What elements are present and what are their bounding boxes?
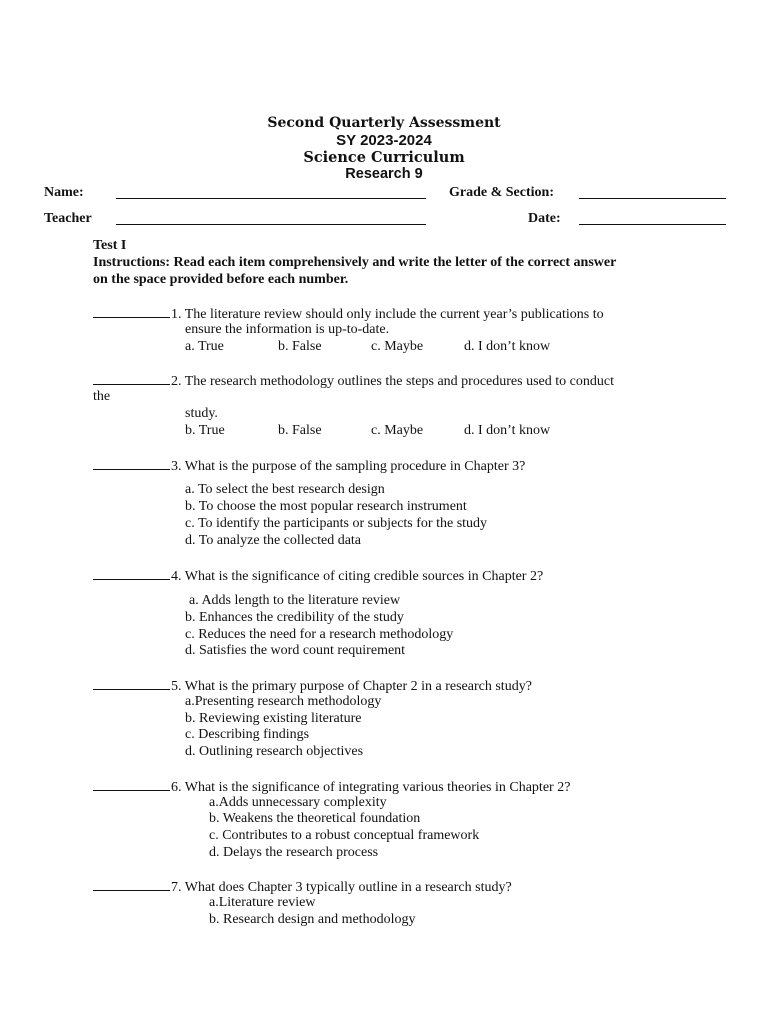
question-7-option-a: a.Literature review bbox=[209, 895, 316, 910]
question-number: 3. bbox=[171, 459, 182, 474]
answer-blank[interactable] bbox=[93, 777, 170, 791]
name-label: Name: bbox=[44, 185, 84, 200]
answer-blank[interactable] bbox=[93, 877, 170, 891]
option-b: b. False bbox=[278, 339, 322, 354]
question-6-option-c: c. Contributes to a robust conceptual framework bbox=[209, 828, 480, 843]
subject-title: Research 9 bbox=[345, 166, 423, 182]
option-a: b. True bbox=[185, 423, 225, 438]
answer-blank[interactable] bbox=[93, 304, 170, 318]
assessment-title: Second Quarterly Assessment bbox=[267, 115, 501, 131]
question-6-option-b: b. Weakens the theoretical foundation bbox=[209, 811, 421, 826]
question-4-option-c: c. Reduces the need for a research methodology bbox=[185, 627, 454, 642]
question-6-option-a: a.Adds unnecessary complexity bbox=[209, 795, 387, 810]
question-1-line-2: ensure the information is up-to-date. bbox=[185, 322, 390, 337]
question-number: 2. bbox=[171, 374, 182, 389]
name-line[interactable] bbox=[116, 198, 426, 199]
question-7-option-b: b. Research design and methodology bbox=[209, 912, 416, 927]
curriculum-title: Science Curriculum bbox=[303, 149, 465, 166]
teacher-line[interactable] bbox=[116, 224, 426, 225]
question-5-option-a: a.Presenting research methodology bbox=[185, 694, 382, 709]
question-2 bbox=[93, 371, 675, 390]
question-3-option-b: b. To choose the most popular research instrument bbox=[185, 499, 467, 514]
question-2-wrap: the bbox=[93, 389, 111, 404]
option-d: d. I don’t know bbox=[464, 339, 551, 354]
question-number: 4. bbox=[171, 569, 182, 584]
question-3-option-d: d. To analyze the collected data bbox=[185, 533, 362, 548]
question-5-option-b: b. Reviewing existing literature bbox=[185, 711, 362, 726]
test-heading: Test I bbox=[93, 238, 127, 253]
question-number: 5. bbox=[171, 679, 182, 694]
question-text: What is the purpose of the sampling procedure in Chapter 3? bbox=[184, 459, 526, 474]
date-line[interactable] bbox=[579, 224, 726, 225]
question-3 bbox=[93, 456, 525, 475]
question-number: 6. bbox=[171, 780, 182, 795]
question-2-line-2: study. bbox=[185, 406, 218, 421]
option-d: d. I don’t know bbox=[464, 423, 551, 438]
question-5-option-c: c. Describing findings bbox=[185, 727, 310, 742]
grade-section-label: Grade & Section: bbox=[449, 185, 554, 200]
question-3-option-a: a. To select the best research design bbox=[185, 482, 385, 497]
instructions-line-2: on the space provided before each number. bbox=[93, 272, 349, 287]
date-label: Date: bbox=[528, 211, 561, 226]
instructions-line-1: Instructions: Read each item comprehensively and write the letter of the correct answer bbox=[93, 255, 617, 270]
question-4 bbox=[93, 566, 543, 585]
question-number: 1. bbox=[171, 307, 182, 322]
answer-blank[interactable] bbox=[93, 676, 170, 690]
question-6-option-d: d. Delays the research process bbox=[209, 845, 379, 860]
question-text: What does Chapter 3 typically outline in a research study? bbox=[184, 880, 512, 895]
answer-blank[interactable] bbox=[93, 456, 170, 470]
grade-section-line[interactable] bbox=[579, 198, 726, 199]
question-text: What is the primary purpose of Chapter 2 in a research study? bbox=[184, 679, 532, 694]
question-number: 7. bbox=[171, 880, 182, 895]
title-block bbox=[0, 115, 768, 183]
teacher-label: Teacher bbox=[44, 211, 92, 226]
option-c: c. Maybe bbox=[371, 339, 424, 354]
question-text: What is the significance of integrating various theories in Chapter 2? bbox=[184, 780, 571, 795]
question-text: What is the significance of citing credible sources in Chapter 2? bbox=[184, 569, 544, 584]
option-b: b. False bbox=[278, 423, 322, 438]
answer-blank[interactable] bbox=[93, 371, 170, 385]
question-text: The literature review should only include the current year’s publications to bbox=[184, 307, 604, 322]
question-4-option-a: a. Adds length to the literature review bbox=[189, 593, 401, 608]
answer-blank[interactable] bbox=[93, 566, 170, 580]
question-5-option-d: d. Outlining research objectives bbox=[185, 744, 364, 759]
option-a: a. True bbox=[185, 339, 224, 354]
question-text: The research methodology outlines the steps and procedures used to conduct bbox=[184, 374, 614, 389]
question-4-option-d: d. Satisfies the word count requirement bbox=[185, 643, 406, 658]
question-3-option-c: c. To identify the participants or subjects for the study bbox=[185, 516, 488, 531]
question-4-option-b: b. Enhances the credibility of the study bbox=[185, 610, 404, 625]
school-year: SY 2023-2024 bbox=[336, 132, 432, 149]
option-c: c. Maybe bbox=[371, 423, 424, 438]
